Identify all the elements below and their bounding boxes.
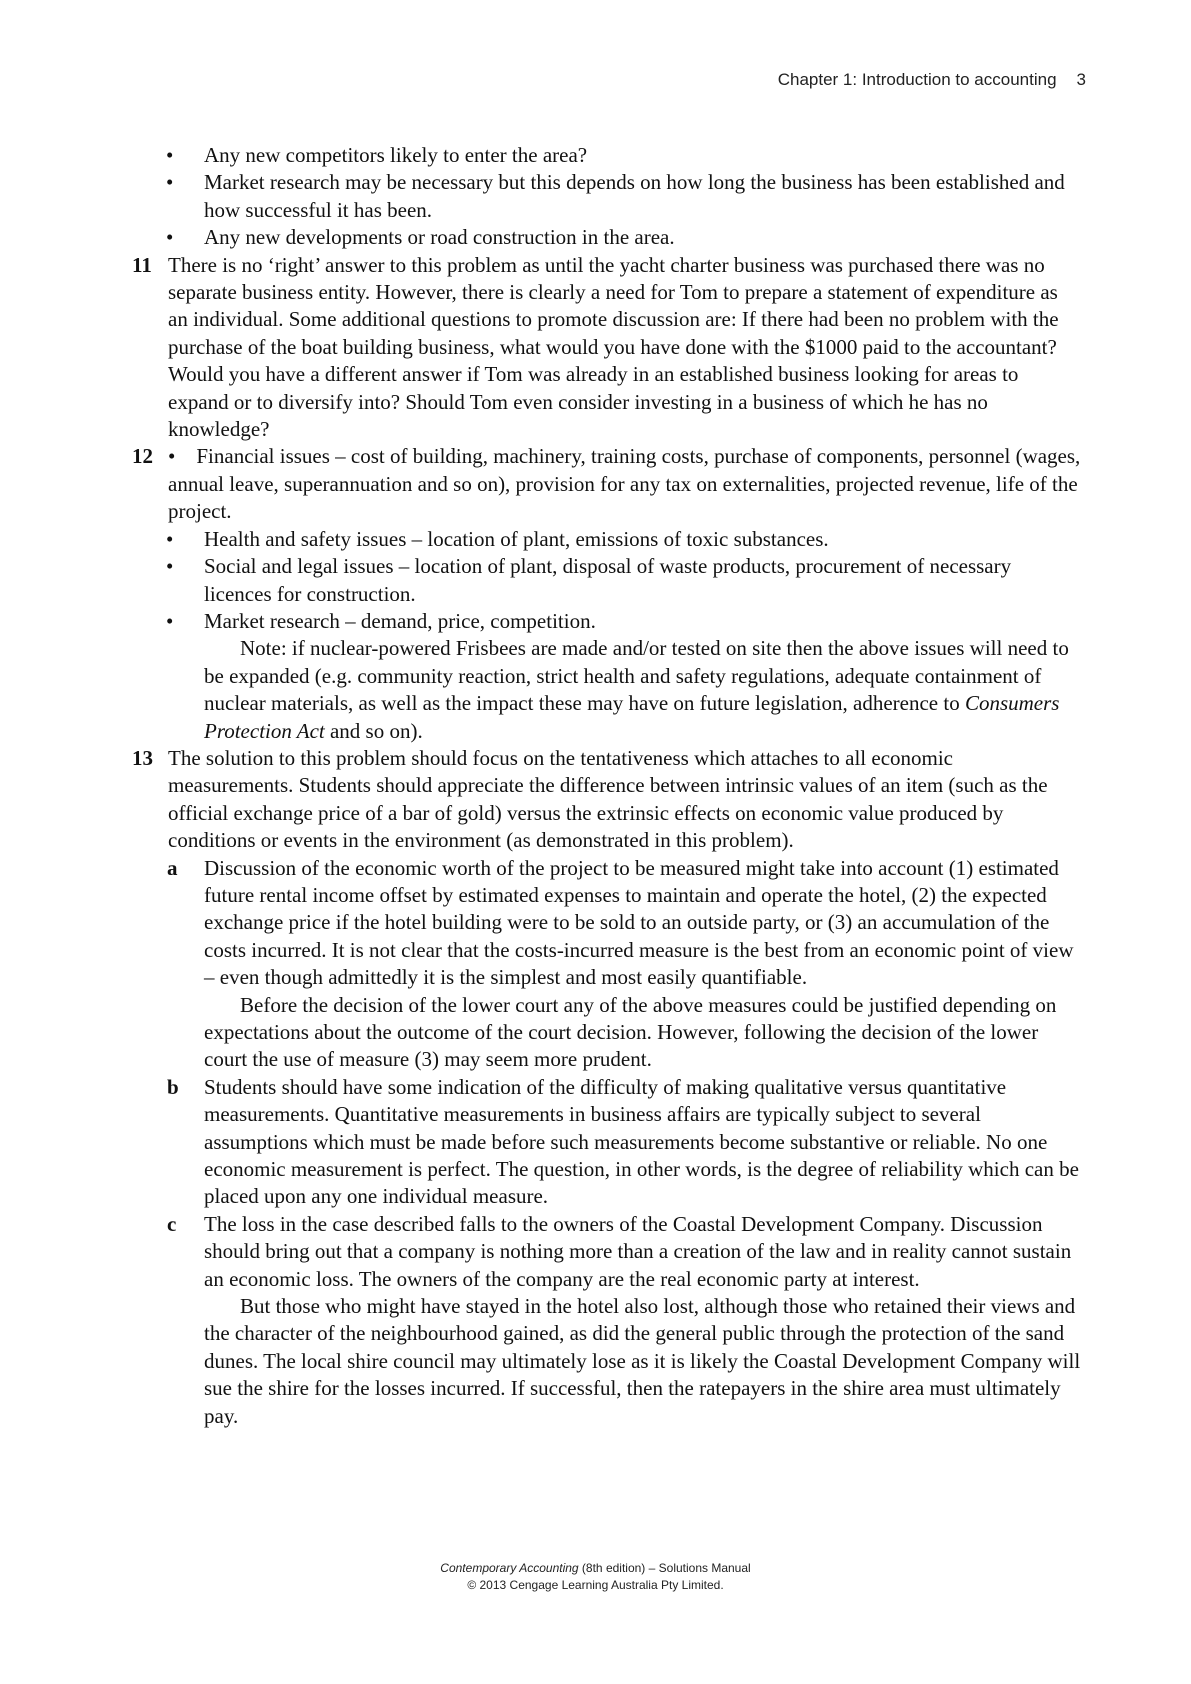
answer-text: There is no ‘right’ answer to this problem as until the yacht charter business was purchased there was no separate business entity. However, there is clearly a need for Tom to prepare a statement of expenditure as an individual. Some additional questions to promote discussion are: If there had been no problem with the purchase of the boat building business, what would you have done with the $1000 paid to the accountant? Would you have a different answer if Tom was already in an established business looking for areas to expand or to diversify into? Should Tom even consider investing in a business of which he has no knowledge? (168, 252, 1059, 442)
sub-label: b (167, 1074, 179, 1099)
page-number: 3 (1076, 70, 1086, 89)
paragraph-text: Before the decision of the lower court any of the above measures could be justified depending on expectations about the outcome of the court decision. However, following the decision of the lower court the use of measure (3) may seem more prudent. (204, 992, 1057, 1072)
bullet-text: Any new competitors likely to enter the area? (204, 143, 588, 167)
bullet: • (166, 526, 174, 551)
sub-label: a (167, 855, 178, 880)
bullet: • (166, 554, 174, 579)
list-item (132, 526, 1082, 553)
sub-answer-text: Students should have some indication of the difficulty of making qualitative versus quantitative measurements. Quantitative measurements in business affairs are typically subject to several assumptions which must be made before such measurements become substantive or reliable. No one economic measurement is perfect. The question, in other words, is the degree of reliability which can be placed upon any one individual measure. (204, 1074, 1079, 1209)
list-item (132, 224, 1082, 251)
paragraph-text: But those who might have stayed in the hotel also lost, although those who retained their views and the character of the neighbourhood gained, as did the general public through the protection of the sand dunes. The local shire council may ultimately lose as it is likely the Coastal Development Company will sue the shire for the losses incurred. If successful, then the ratepayers in the shire area must ultimately pay. (204, 1294, 1081, 1428)
question-number: 11 (132, 252, 152, 277)
footer-line-1 (0, 1560, 1191, 1577)
sub-answer-text: Discussion of the economic worth of the project to be measured might take into account (1) estimated future rental income offset by estimated expenses to maintain and operate the hotel, (2) the expected exchange price if the hotel building were to be sold to an outside party, or (3) an accumulation of the costs incurred. It is not clear that the costs-incurred measure is the best from an economic point of view – even though admittedly it is the simplest and most easily quantifiable. (204, 855, 1074, 990)
bullet-text: Market research – demand, price, competition. (204, 608, 596, 633)
copyright-notice: © 2013 Cengage Learning Australia Pty Limited. (467, 1578, 724, 1592)
answer-13 (132, 745, 1082, 855)
sub-answer-text: The loss in the case described falls to the owners of the Coastal Development Company. Discussion should bring out that a company is nothing more than a creation of the law and in reality cannot sustain an economic loss. The owners of the company are the real economic party at interest. (204, 1211, 1072, 1291)
note-paragraph (132, 635, 1082, 745)
bullet: • (166, 143, 174, 167)
bullet-text: Health and safety issues – location of plant, emissions of toxic substances. (204, 526, 829, 551)
answer-11 (132, 252, 1082, 444)
bullet: • (168, 444, 176, 469)
question-number: 13 (132, 745, 153, 770)
bullet-text: Financial issues – cost of building, machinery, training costs, purchase of components, personnel (wages, annual leave, superannuation and so on), provision for any tax on externalities, projected revenue, life of the project. (168, 444, 1081, 524)
bullet-text: Social and legal issues – location of plant, disposal of waste products, procurement of necessary licences for construction. (204, 554, 1012, 606)
bullet-text: Market research may be necessary but this depends on how long the business has been established and how successful it has been. (204, 170, 1065, 222)
running-header (778, 70, 1086, 90)
bullet-text: Any new developments or road construction in the area. (204, 225, 675, 250)
question-number: 12 (132, 444, 153, 469)
list-item (132, 169, 1082, 224)
sub-answer-a (132, 855, 1082, 992)
list-item (132, 553, 1082, 608)
sub-answer-paragraph (132, 1293, 1082, 1430)
note-text: Note: if nuclear-powered Frisbees are made and/or tested on site then the above issues will need to be expanded (e.g. community reaction, strict health and safety regulations, adequate containment of nuclear materials, as well as the impact these may have on future legislation, adherence to (204, 636, 1069, 716)
act-title: Consumers Protection Act (204, 691, 1060, 743)
note-text-end: and so on). (324, 718, 423, 743)
chapter-title: Chapter 1: Introduction to accounting (777, 70, 1057, 89)
edition-text: (8th edition) – Solutions Manual (578, 1561, 751, 1575)
body-text (132, 142, 1082, 1430)
sub-answer-paragraph (132, 992, 1082, 1074)
sub-answer-c (132, 1211, 1082, 1293)
bullet: • (166, 170, 174, 195)
bullet: • (166, 225, 174, 250)
sub-label: c (167, 1211, 177, 1236)
list-item (132, 142, 1082, 169)
page-footer (0, 1560, 1191, 1594)
bullet: • (166, 608, 174, 633)
book-title: Contemporary Accounting (440, 1561, 579, 1575)
sub-answer-b (132, 1074, 1082, 1211)
answer-text: The solution to this problem should focus on the tentativeness which attaches to all economic measurements. Students should appreciate the difference between intrinsic values of an item (such as the official exchange price of a bar of gold) versus the extrinsic effects on economic value produced by conditions or events in the environment (as demonstrated in this problem). (168, 745, 1048, 853)
answer-12 (132, 443, 1082, 525)
list-item (132, 608, 1082, 635)
